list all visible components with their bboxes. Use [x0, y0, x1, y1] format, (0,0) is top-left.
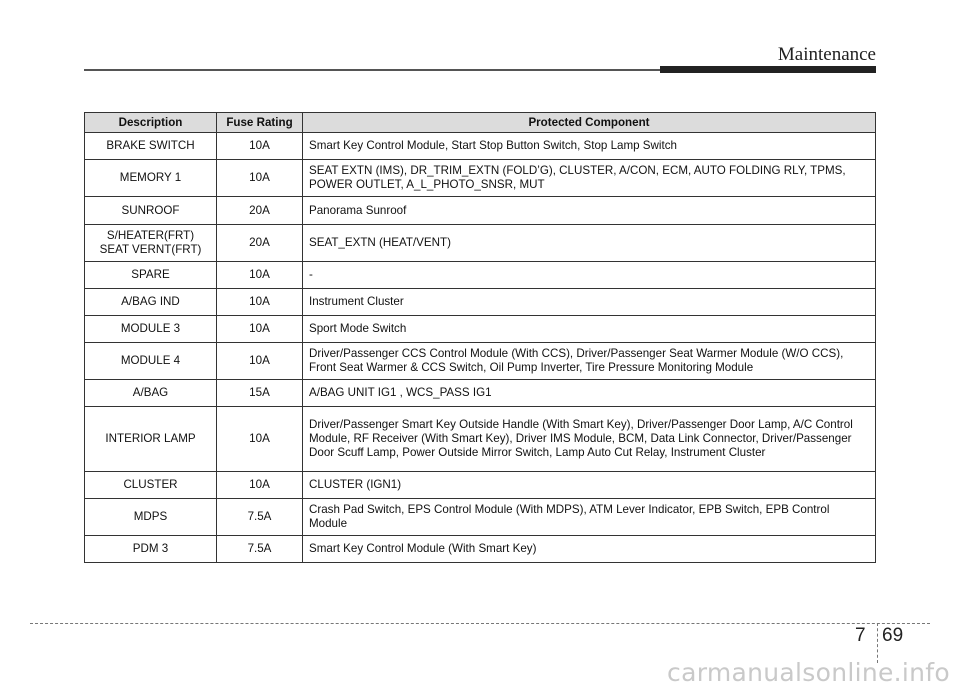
table-row: [85, 380, 876, 407]
watermark: carmanualsonline.info: [667, 658, 950, 687]
cell-description: MEMORY 1: [85, 160, 217, 197]
header-rule-accent: [660, 66, 876, 73]
cell-description: SPARE: [85, 262, 217, 289]
page-header-title: Maintenance: [777, 44, 876, 65]
cell-protected-component: A/BAG UNIT IG1 , WCS_PASS IG1: [303, 380, 876, 407]
cell-fuse-rating: 7.5A: [217, 499, 303, 536]
header-rule: [84, 69, 660, 71]
cell-protected-component: Smart Key Control Module, Start Stop Button Switch, Stop Lamp Switch: [303, 133, 876, 160]
cell-protected-component: SEAT_EXTN (HEAT/VENT): [303, 225, 876, 262]
cell-protected-component: -: [303, 262, 876, 289]
cell-protected-component: Driver/Passenger CCS Control Module (With CCS), Driver/Passenger Seat Warmer Module (W/O CCS), Front Seat Warmer & CCS Switch, Oil Pump Inverter, Tire Pressure Monitoring Module: [303, 343, 876, 380]
cell-fuse-rating: 7.5A: [217, 536, 303, 563]
cell-fuse-rating: 10A: [217, 472, 303, 499]
footer-page-divider: [877, 623, 878, 663]
cell-fuse-rating: 20A: [217, 197, 303, 225]
table-row: [85, 197, 876, 225]
cell-protected-component: CLUSTER (IGN1): [303, 472, 876, 499]
cell-description: MODULE 4: [85, 343, 217, 380]
cell-fuse-rating: 10A: [217, 133, 303, 160]
cell-fuse-rating: 20A: [217, 225, 303, 262]
fuse-table: [84, 112, 876, 563]
chapter-number: 7: [855, 625, 866, 646]
page-number: 69: [882, 625, 904, 646]
cell-fuse-rating: 10A: [217, 316, 303, 343]
cell-description: PDM 3: [85, 536, 217, 563]
cell-fuse-rating: 10A: [217, 343, 303, 380]
cell-protected-component: Sport Mode Switch: [303, 316, 876, 343]
cell-protected-component: SEAT EXTN (IMS), DR_TRIM_EXTN (FOLD’G), CLUSTER, A/CON, ECM, AUTO FOLDING RLY, TPMS, POWER OUTLET, A_L_PHOTO_SNSR, MUT: [303, 160, 876, 197]
cell-fuse-rating: 10A: [217, 289, 303, 316]
cell-fuse-rating: 15A: [217, 380, 303, 407]
column-header-protected-component: Protected Component: [303, 113, 876, 133]
cell-description: BRAKE SWITCH: [85, 133, 217, 160]
cell-description: A/BAG IND: [85, 289, 217, 316]
table-row: [85, 225, 876, 262]
cell-description: A/BAG: [85, 380, 217, 407]
column-header-fuse-rating: Fuse Rating: [217, 113, 303, 133]
cell-protected-component: Instrument Cluster: [303, 289, 876, 316]
table-row: [85, 407, 876, 472]
column-header-description: Description: [85, 113, 217, 133]
footer-divider: [30, 623, 930, 624]
cell-fuse-rating: 10A: [217, 407, 303, 472]
table-row: [85, 262, 876, 289]
table-row: [85, 536, 876, 563]
cell-description: INTERIOR LAMP: [85, 407, 217, 472]
table-header-row: [85, 113, 876, 133]
fuse-table-body: [85, 133, 876, 563]
table-row: [85, 133, 876, 160]
cell-protected-component: Smart Key Control Module (With Smart Key): [303, 536, 876, 563]
table-row: [85, 472, 876, 499]
cell-description: MODULE 3: [85, 316, 217, 343]
cell-description: CLUSTER: [85, 472, 217, 499]
cell-fuse-rating: 10A: [217, 262, 303, 289]
cell-fuse-rating: 10A: [217, 160, 303, 197]
table-row: [85, 316, 876, 343]
table-row: [85, 289, 876, 316]
table-row: [85, 160, 876, 197]
cell-protected-component: Panorama Sunroof: [303, 197, 876, 225]
cell-description: S/HEATER(FRT) SEAT VERNT(FRT): [85, 225, 217, 262]
cell-protected-component: Driver/Passenger Smart Key Outside Handle (With Smart Key), Driver/Passenger Door Lamp, A/C Control Module, RF Receiver (With Smart Key), Driver IMS Module, BCM, Data Link Connector, Driver/Passenger Door Scuff Lamp, Power Outside Mirror Switch, Lamp Auto Cut Relay, Instrument Cluster: [303, 407, 876, 472]
cell-protected-component: Crash Pad Switch, EPS Control Module (With MDPS), ATM Lever Indicator, EPB Switch, EPB Control Module: [303, 499, 876, 536]
cell-description: SUNROOF: [85, 197, 217, 225]
cell-description: MDPS: [85, 499, 217, 536]
table-row: [85, 343, 876, 380]
table-row: [85, 499, 876, 536]
